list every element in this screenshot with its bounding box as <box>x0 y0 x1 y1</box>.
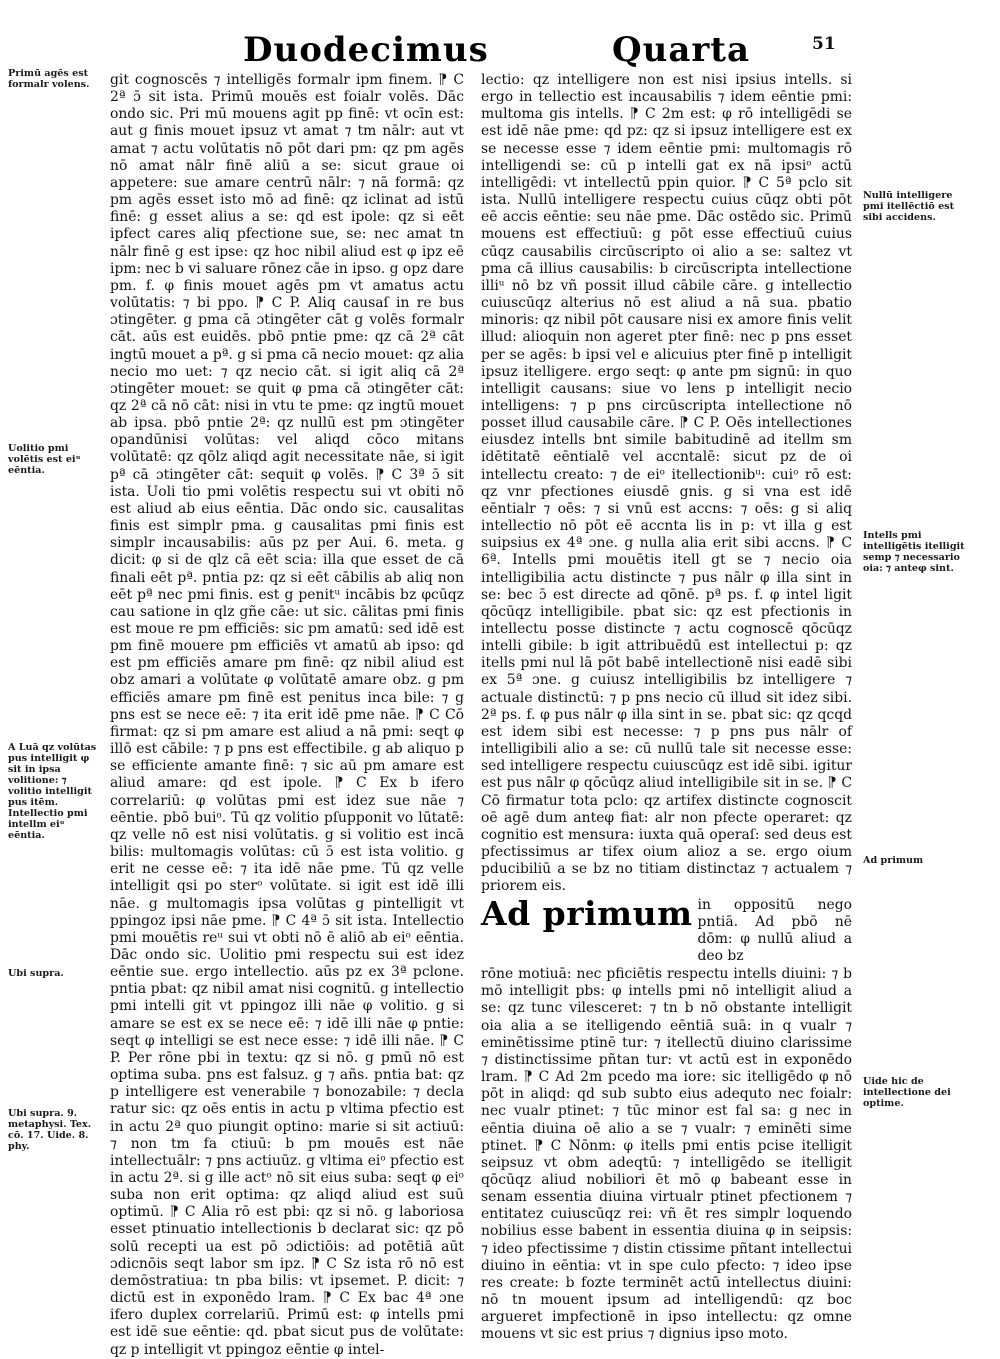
margin-note-right-4: Uide hic de intellectione dei optime. <box>863 1076 951 1109</box>
page-number: 51 <box>812 34 836 54</box>
margin-note-right-3: Ad primum <box>863 855 924 866</box>
ad-primum-heading: Ad primum <box>481 893 693 933</box>
left-column-paragraph: git cognoscēs ⁊ intelligēs formalr ipm finem. ⁋ C 2ª ɔ̄ sit ista. Primū mouēs est foialr volēs. Dāc ondo sic. Pri mū mouens agit pp finē: vt ocīn est: aut g finis mouet ipsuz vt amat ⁊ tm nālr: aut vt amat ⁊ actu volūtatis nō pōt dari pm: qz pm agēs nō amat nālr finē aliū a se: sicut graue oi appetere: sue amare centrū nālr: ⁊ nā formā: qz pm agēs esset isto mō ad finē: qz iclinat ad istū finē: g esset alius a se: qd est ipole: qz si eēt ipfect cares aliq pfectione sue, se: nec amat tn nālr finē g est ipse: qz hoc nibil aliud est φ ipz eē ipm: nec b vi saluare rōnez cāe in ipso. g opz dare pm. f. φ finis mouet agēs pm vt amatus actu volūtatis: ⁊ bi ppo. ⁋ C P. Aliq causaſ in re bus ɔtingēter. g pma cā ɔtingēter cāt g volēs formalr cāt. aūs est euidēs. pbō pntie pme: qz cā 2ª cāt ingtū mouet a pª. g si pma cā necio mouet: qz alia necio mo uet: ⁊ qz necio cāt. si igit aliq cā 2ª ɔtingēter mouet: se quit φ pma cā ɔtingēter cāt: qz 2ª cā nō cāt: nisi in vtu te pme: qz ingtū mouet ab ipsa. pbō pntie 2ª: qz nullū est pm ɔtingēter opandūnisi volūtas: vel aliqd cōco mitans volūtatē: qz qōlz aliqd agit necessitate nāe, si igit pª cā ɔtingēter cāt: sequit φ volēs. ⁋ C 3ª ɔ̄ sit ista. Uoli tio pmi volētis respectu sui vt obiti nō est aliud ab eius eēntia. Dāc ondo sic. causalitas finis est simplr pma. g causalitas pmi finis est simplr incausabilis: aūs pz per Aui. 6. meta. g dicit: φ si de qlz cā eēt scia: illa que esset de cā finali eēt pª. pntia pz: qz si eēt cābilis ab aliq non eēt pª nec pmi finis. est g penitᵘ incābis bz φcūqz cau satione in qlz gñe cāe: ut sic. cālitas pmi finis est moue re pm efficiēs: sic pm amatū: sed idē est pm finē mouere pm efficiēs vt amatū ab ipso: qd est pm efficiēs amare pm finē: qz nibil aliud est obz amari a volūtate φ volūtatē amare obz. g pm efficiēs amare pm finē est penitus inca bile: ⁊ g pns est se nece eē: ⁊ ita erit idē pme nāe. ⁋ C Cō firmat: qz si pm amare est aliud a nā pmi: seqt φ illō est cābile: ⁊ p pns est effectibile. g ab aliquo p se efficiente amante finē: ⁊ sic aū pm amare est aliud amare: qd est ipole. ⁋ C Ex b ifero correlariū: φ volūtas pmi est idez sue nāe ⁊ eēntie. pbō buiᵒ. Tū qz volitio pſupponit vo lūtatē: qz velle nō est nisi volūtatis. g si volitio est incā bilis: multomagis volūtas: cū ɔ̄ est ista volitio. g erit ne cesse eē: ⁊ ita idē nāe pme. Tū qz velle intelligit qsi po sterᵒ volūtate. si igit est idē illi nāe. g multomagis ipsa volūtas g pintelligit vt ppingoz ipsi nāe pme. ⁋ C 4ª ɔ̄ sit ista. Intellectio pmi mouētis reᵘ sui vt obti nō ē aliō ab eiᵒ eēntia. Dāc ondo sic. Uolitio pmi respectu sui est idez eēntie sue. ergo intellectio. aūs pz ex 3ª pclone. pntia pbat: qz nibil amat nisi cognitū. g intellectio pmi intelli git vt ppingoz illi nāe φ volitio. g si amare se est ex se nece eē: ⁊ idē illi nāe φ pntie: seqt φ intelligi se est nece esse: ⁊ idē illi nāe. ⁋ C P. Per rōne pbi in textu: qz si nō. g pmū nō est optima suba. pns est falsuz. g ⁊ añs. pntia bat: qz p intelligere est venerabile ⁊ bonozabile: ⁊ decla ratur sic: qz oēs entis in actu p vltima pfectio est in actu 2ª quo piungit optino: marie si sit actiuū: ⁊ non tm fa ctiuū: b pm mouēs est nāe intellectuālr: ⁊ pns actiuūz. g vltima eiᵒ pfectio est in actu 2ª. si g ille actᵒ nō sit eius suba: seqt φ eiᵒ suba non erit optima: qz aliqd aliud est suū optimū. ⁋ C Alia rō est pbi: qz si nō. g laboriosa esset ptinuatio intellectionis b declarat sic: qz pō solū recepti ua est pō ɔdictiōis: ad potētiā aūt ɔdicnōis seqt labor sm ipz. ⁋ C Sz ista rō nō est demōstratiua: tn pba bilis: vt ipsemet. P. dicit: ⁊ dictū est in exponēdo lram. ⁋ C Ex bac 4ª ɔne ifero duplex correlariū. Primū est: φ intells pmi est idē sue eēntie: qd. pbat sicut pus de volūtate: qz p intelligit vt ppingoz eēntie φ intel- <box>110 72 464 1358</box>
ad-primum-heading-row <box>481 893 852 966</box>
margin-note-left-3: A Luā qz volūtas pus intelligit φ sit in ipsa volitione: ⁊ volitio intelligit pus itēm. Intellectio pmi intellm eiᵘ eēntia. <box>8 742 97 841</box>
margin-note-left-2: Uolitio pmi volētis est eiᵘ eēntia. <box>8 443 81 476</box>
ad-primum-continuation: in oppositū nego pntiā. Ad pbō nē dōm: φ nullū aliud a deo bz <box>697 896 852 964</box>
margin-note-left-5: Ubi supra. 9. metaphysi. Tex. cō. 17. Uide. 8. phy. <box>8 1108 92 1152</box>
margin-note-right-2: Intells pmi intelligētis itelligit semp ⁊ necessario oia: ⁊ anteφ sint. <box>863 530 965 574</box>
margin-note-right-1: Nullū intelligere pmi itellēctiō est sibi accidens. <box>863 190 955 223</box>
running-head-right: Quarta <box>612 30 751 70</box>
left-text-column <box>110 72 464 1359</box>
margin-note-left-4: Ubi supra. <box>8 968 64 979</box>
right-column-reply-paragraph: rōne motiuā: nec pficiētis respectu intells diuini: ⁊ b mō intelligit pbs: φ intells pmi nō intelligit aliud a se: qz tunc vilesceret: ⁊ tn b nō obstante intelligit oia alia a se itelligendo eēntiā suā: in q vualr ⁊ eminētissime ptinē tur: ⁊ itellectū diuino clarissime ⁊ distinctissime pñtan tur: vt actū est in exponēdo lram. ⁋ C Ad 2m pcedo ma iore: sic itelligēdo φ nō pōt in aliqd: qd sub subto eius adequto nec foialr: nec vualr ptinet: ⁊ tūc minor est fal sa: g nec in eēntia diuina oē alio a se ⁊ vualr: ⁊ eminēti sime ptinet. ⁋ C Nōnm: φ itells pmi entis pcise itelligit seipsuz vt obm adeqtū: ⁊ intelligēdo se itelligit qōcūqz aliud nobiliori ēt mō φ babeant esse in senam essentia diuina virtualr ptinet pfectionem ⁊ entitatez cuiuscūqz rei: vñ ēt res simplr loquendo nobilius esse babent in essentia diuina φ in seipsis: ⁊ ideo pfectissime ⁊ distin ctissime pñtant intellectui diuino in eēntia: vt in spe culo pfecto: ⁊ ideo ipse res create: b fozte terminēt actū intellectus diuini: nō tn mouent ipsum ad intelligendū: qz boc argueret impfectionē in ipso intellectu: qz omne mouens vt sic est prius ⁊ dignius ipso moto. <box>481 966 852 1343</box>
running-head-left: Duodecimus <box>243 30 489 70</box>
margin-note-left-1: Primū agēs est formalr volens. <box>8 68 90 90</box>
right-text-column <box>481 72 852 1344</box>
right-column-paragraph: lectio: qz intelligere non est nisi ipsius intells. si ergo in tellectio est incausabilis ⁊ idem eēntie pmi: multoma gis intells. ⁋ C 2m est: φ rō intelligēdi se est idē nāe pme: qd pz: qz si ipsuz intelligere est ex se necesse esse ⁊ idem eēntie pmi: multomagis rō intelligendi se: cū p intelli gat ex nā ipsiᵒ actū intelligēdi: vt intellectū ppin quior. ⁋ C 5ª pclo sit ista. Nullū intelligere respectu cuius cūqz obti pōt eē accis eēntie: seu nāe pme. Dāc ostēdo sic. Primū mouens est effectiuū: g pōt esse effectiuū cuius cūqz causabilis circūscripto oi alio a se: saltez vt pma cā illius causabilis: b circūscripta intellectione illiᵘ nō bz vñ possit illud cābile cāre. g intellectio cuiuscūqz alterius nō est aliud a nā sua. pbatio minoris: qz nibil pōt causare nisi ex amore finis velit illud: alioquin non ageret pter finē: nec p pns esset per se agēs: b ipsi vel e alicuius pter finē p intelligit ipsuz itelligere. ergo seqt: φ ante pm signū: in quo intelligit causans: siue vo lens p intelligit necio intelligens: ⁊ p pns circūscripta intellectione nō posset illud causabile cāre. ⁋ C P. Oēs intellectiones eiusdez intells bnt simile babitudinē ad itellm sm idētitatē eēntialē vel accntalē: sicut pz de oi intellectu creato: ⁊ de eiᵒ itellectionibᵘ: cuiᵒ rō est: qz vnr pfectiones eiusdē gnis. g si vna est idē eēntialr ⁊ oēs: ⁊ si vnū est accns: ⁊ oēs: g si aliq intellectio nō pōt eē accnta lis in p: vt illa g est suipsius ex 4ª ɔne. g nulla alia erit sibi accns. ⁋ C 6ª. Intells pmi mouētis itell gt se ⁊ necio oia intelligibilia actu distincte ⁊ pus nālr φ illa sint in se: bec ɔ̄ est directe ad qōnē. pª ps. f. φ intel ligit qōcūqz intelligibile. pbat sic: qz est pfectionis in intellectu posse distincte ⁊ actu cognoscē qōcūqz intelli gibile: b igit attribuēdū est intellectui p: qz itells pmi nul lā pōt babē intellectionē nisi eadē sibi ex 5ª ɔne. g cuiusz intelligibilis bz intelligere ⁊ actuale distinctū: ⁊ p pns necio cū illud sit idez sibi. 2ª ps. f. φ pus nālr φ illa sint in se. pbat sic: qz qcqd est idem sibi est necesse: ⁊ p pns pus nālr of intelligibili alio a se: cū nullū tale sit necesse esse: sed intelligere respectu cuiuscūqz est idē sibi. igitur est pus nālr φ qōcūqz aliud intelligibile sit in se. ⁋ C Cō firmatur tota pclo: qz artifex distincte cognoscit oē agē dum anteφ fiat: alr non pfecte operaret: qz cognitio est mensura: iuxta quā operaſ: sed deus est pfectissimus ar tifex oium alioz a se. ergo oium pducibiliū a se bz no titiam distinctaz ⁊ actualem ⁊ priorem eis. <box>481 72 852 895</box>
